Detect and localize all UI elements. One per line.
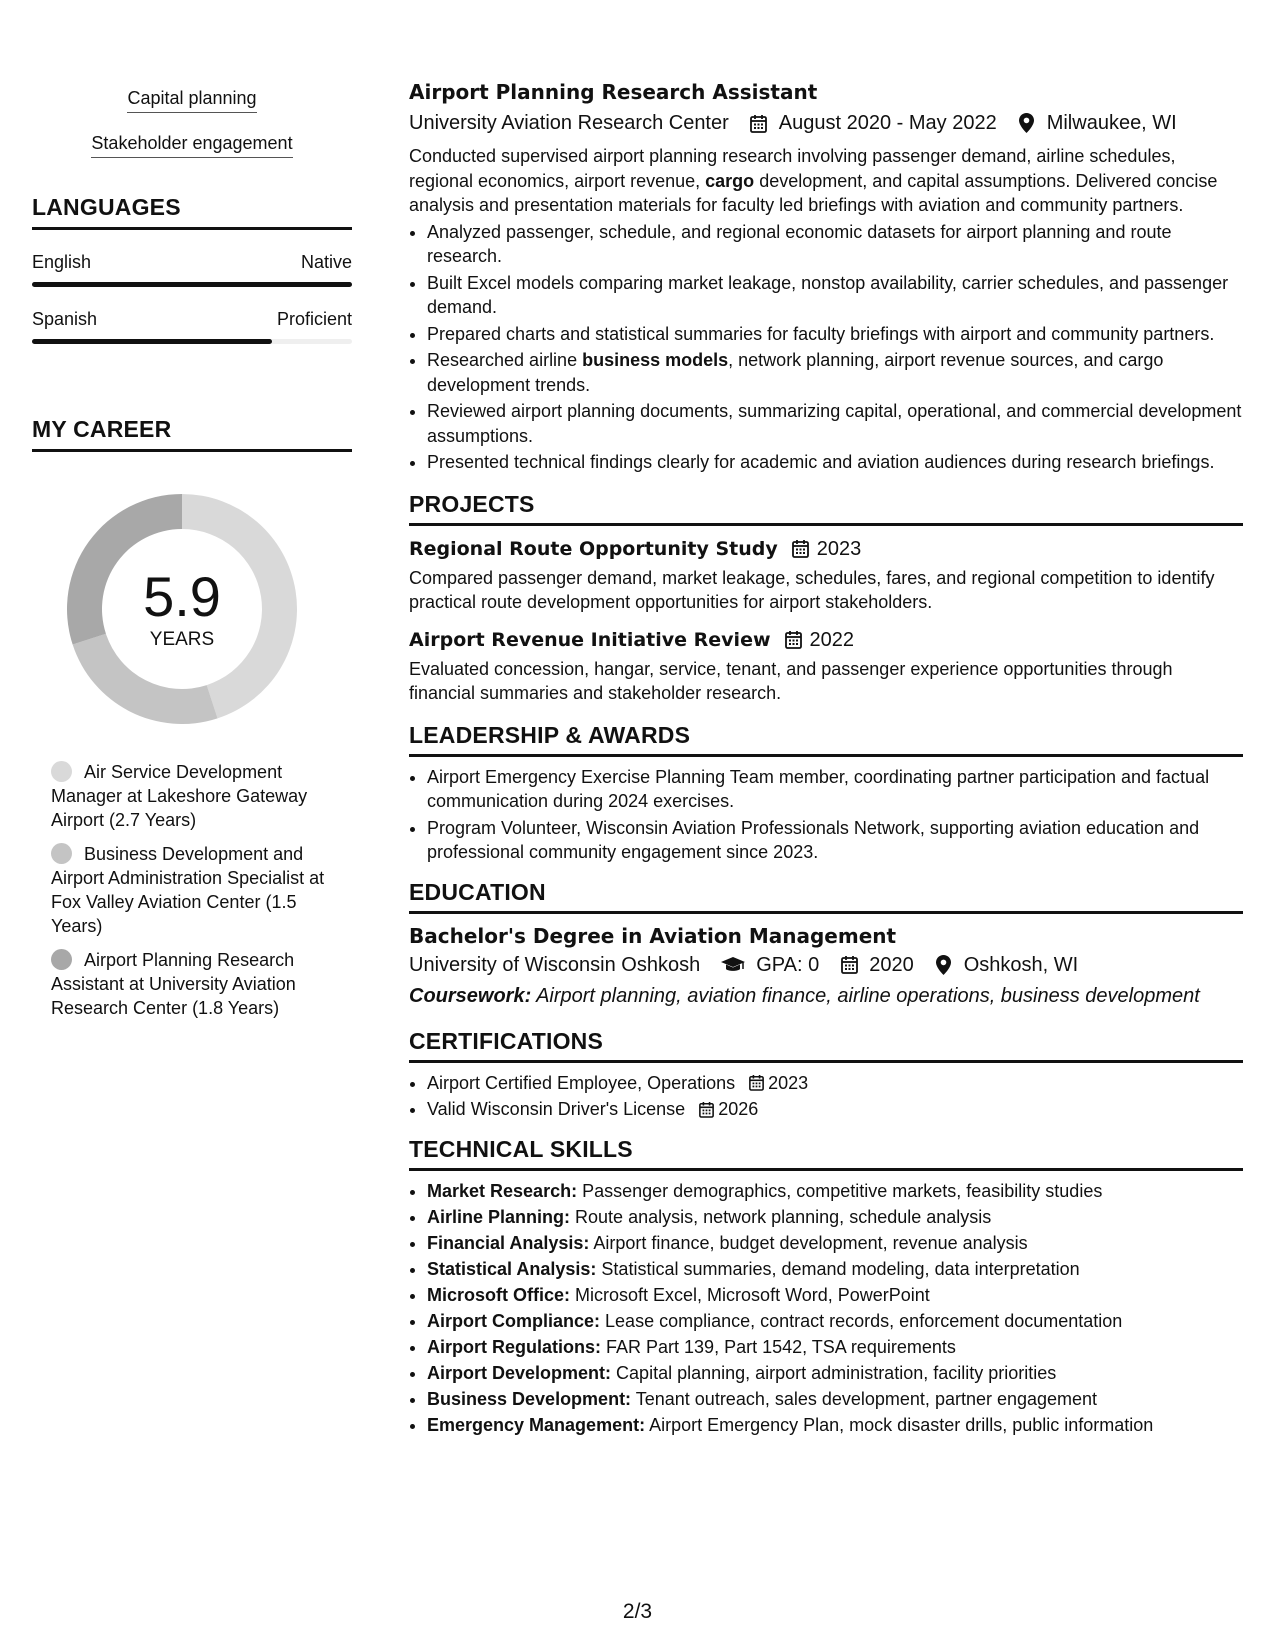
degree-title: Bachelor's Degree in Aviation Management bbox=[409, 923, 897, 948]
language-proficiency-bar bbox=[32, 282, 352, 287]
job-title: Airport Planning Research Assistant bbox=[409, 80, 818, 104]
proficiency-fill bbox=[32, 339, 272, 344]
career-heading: MY CAREER bbox=[32, 416, 352, 452]
job-bullet: • Researched airline business models, network planning, airport revenue sources, and cargo development trends. bbox=[427, 348, 1243, 397]
legend-dot bbox=[51, 843, 72, 864]
language-name: Spanish bbox=[32, 309, 98, 329]
legend-dot bbox=[51, 761, 72, 782]
leadership-item: • Airport Emergency Exercise Planning Team member, coordinating partner participation and factual communication during 2024 exercises. bbox=[427, 765, 1243, 814]
skill-item: • Market Research: Passenger demographics, competitive markets, feasibility studies bbox=[427, 1179, 1243, 1204]
job-bullets bbox=[409, 220, 1243, 475]
job-meta bbox=[409, 110, 1243, 136]
proficiency-fill bbox=[32, 282, 352, 287]
calendar-icon bbox=[839, 954, 859, 976]
education-entry bbox=[409, 922, 1243, 1010]
leadership-heading: LEADERSHIP & AWARDS bbox=[409, 722, 1243, 757]
calendar-icon bbox=[785, 630, 802, 649]
job-bullet: • Built Excel models comparing market leakage, nonstop availability, carrier schedules, and passenger demand. bbox=[427, 271, 1243, 320]
career-legend-item: Business Development and Airport Administration Specialist at Fox Valley Aviation Center (1.5 Years) bbox=[51, 844, 325, 936]
language-name: English bbox=[32, 252, 92, 272]
gpa: GPA: 0 bbox=[756, 953, 820, 976]
skill-item: • Airport Regulations: FAR Part 139, Part 1542, TSA requirements bbox=[427, 1335, 1243, 1360]
job-organization: University Aviation Research Center bbox=[409, 112, 729, 134]
school-location: Oshkosh, WI bbox=[963, 953, 1079, 976]
skill-item: • Statistical Analysis: Statistical summaries, demand modeling, data interpretation bbox=[427, 1257, 1243, 1282]
job-dates: August 2020 - May 2022 bbox=[778, 112, 997, 134]
language-item bbox=[32, 309, 352, 344]
map-pin-icon bbox=[1017, 112, 1037, 134]
career-legend-item: Air Service Development Manager at Lakeshore Gateway Airport (2.7 Years) bbox=[51, 762, 308, 830]
project-entry bbox=[409, 627, 1243, 706]
job-location: Milwaukee, WI bbox=[1046, 112, 1177, 134]
main-content bbox=[409, 78, 1243, 1439]
career-legend bbox=[32, 760, 352, 1020]
page-number: 2/3 bbox=[622, 1600, 653, 1623]
career-legend-item: Airport Planning Research Assistant at University Aviation Research Center (1.8 Years) bbox=[51, 950, 296, 1018]
calendar-icon bbox=[749, 112, 769, 134]
job-bullet: • Analyzed passenger, schedule, and regional economic datasets for airport planning and route research. bbox=[427, 220, 1243, 269]
certification-year: 2026 bbox=[718, 1099, 759, 1119]
skill-item: • Emergency Management: Airport Emergency Plan, mock disaster drills, public information bbox=[427, 1413, 1243, 1438]
project-entry bbox=[409, 536, 1243, 615]
leadership-item: • Program Volunteer, Wisconsin Aviation Professionals Network, supporting aviation education and professional community engagement since 2023. bbox=[427, 816, 1243, 865]
job-bullet: • Presented technical findings clearly for academic and aviation audiences during research briefings. bbox=[427, 450, 1243, 475]
skill-item: • Airport Compliance: Lease compliance, contract records, enforcement documentation bbox=[427, 1309, 1243, 1334]
language-level: Native bbox=[300, 252, 352, 272]
job-bullet: • Prepared charts and statistical summaries for faculty briefings with airport and community partners. bbox=[427, 322, 1243, 347]
leadership-list bbox=[409, 765, 1243, 865]
graduation-year: 2020 bbox=[869, 953, 914, 976]
certifications-list bbox=[409, 1071, 1243, 1122]
project-description: Evaluated concession, hangar, service, tenant, and passenger experience opportunities through financial summaries and stakeholder research. bbox=[409, 658, 1173, 703]
graduation-cap-icon bbox=[720, 954, 746, 976]
job-bullet: • Reviewed airport planning documents, summarizing capital, operational, and commercial development assumptions. bbox=[427, 399, 1243, 448]
certification-name: • Airport Certified Employee, Operations bbox=[427, 1072, 736, 1093]
job-description: Conducted supervised airport planning research involving passenger demand, airline schedules, regional economics, airport revenue, cargo development, and capital assumptions. Delivered concise analysis and presentation materials for faculty led briefings with aviation and community partners. bbox=[409, 146, 1218, 215]
technical-skills-list bbox=[409, 1179, 1243, 1438]
language-item bbox=[32, 252, 352, 287]
skill-item: • Airport Development: Capital planning, airport administration, facility priorities bbox=[427, 1361, 1243, 1386]
certifications-heading: CERTIFICATIONS bbox=[409, 1028, 1243, 1063]
career-total-value: 5.9 bbox=[143, 565, 221, 628]
skill-item: • Business Development: Tenant outreach, sales development, partner engagement bbox=[427, 1387, 1243, 1412]
languages-heading: LANGUAGES bbox=[32, 194, 352, 230]
map-pin-icon bbox=[934, 954, 954, 976]
skill-tag: Stakeholder engagement bbox=[32, 131, 352, 158]
certification-item bbox=[427, 1071, 1243, 1096]
project-description: Compared passenger demand, market leakage, schedules, fares, and regional competition to identify practical route development opportunities for airport stakeholders. bbox=[409, 567, 1215, 612]
education-heading: EDUCATION bbox=[409, 879, 1243, 914]
calendar-icon bbox=[792, 539, 809, 558]
experience-entry bbox=[409, 78, 1243, 475]
calendar-icon bbox=[749, 1074, 764, 1091]
school-name: University of Wisconsin Oshkosh bbox=[409, 953, 701, 976]
skill-tag: Capital planning bbox=[32, 86, 352, 113]
career-total-unit: YEARS bbox=[149, 629, 215, 650]
skill-item: • Financial Analysis: Airport finance, budget development, revenue analysis bbox=[427, 1231, 1243, 1256]
technical-skills-heading: TECHNICAL SKILLS bbox=[409, 1136, 1243, 1171]
career-donut-chart bbox=[67, 494, 297, 724]
coursework: Coursework: Airport planning, aviation finance, airline operations, business development bbox=[409, 984, 1200, 1007]
certification-year: 2023 bbox=[768, 1072, 809, 1093]
education-meta bbox=[409, 952, 1243, 978]
project-year: 2023 bbox=[816, 537, 862, 560]
project-year: 2022 bbox=[809, 628, 855, 651]
language-level: Proficient bbox=[276, 309, 352, 329]
calendar-icon bbox=[699, 1101, 714, 1118]
career-total bbox=[67, 494, 297, 724]
projects-heading: PROJECTS bbox=[409, 491, 1243, 526]
skill-item: • Airline Planning: Route analysis, network planning, schedule analysis bbox=[427, 1205, 1243, 1230]
project-title: Regional Route Opportunity Study bbox=[409, 537, 778, 560]
certification-item bbox=[427, 1097, 1243, 1122]
language-proficiency-bar bbox=[32, 339, 352, 344]
legend-dot bbox=[51, 949, 72, 970]
sidebar bbox=[32, 86, 352, 1030]
certification-name: • Valid Wisconsin Driver's License bbox=[427, 1099, 686, 1119]
skill-item: • Microsoft Office: Microsoft Excel, Microsoft Word, PowerPoint bbox=[427, 1283, 1243, 1308]
project-title: Airport Revenue Initiative Review bbox=[409, 628, 771, 651]
